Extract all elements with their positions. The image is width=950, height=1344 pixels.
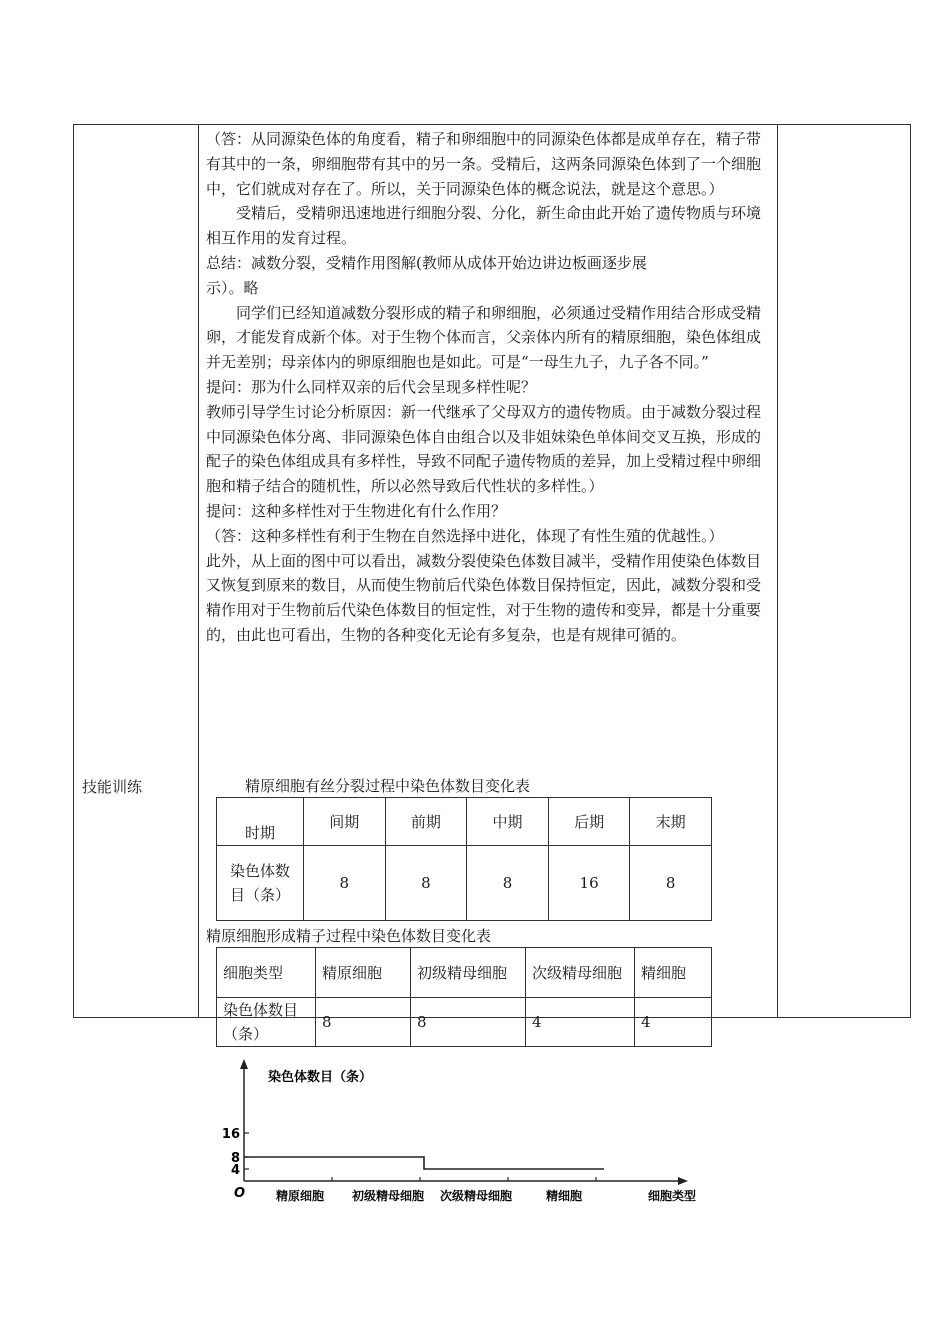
value-cell: 8: [316, 998, 411, 1047]
origin-label: O: [234, 1186, 246, 1201]
paragraph: 此外，从上面的图中可以看出，减数分裂使染色体数目减半，受精作用使染色体数目又恢复到原来的数目，从而使生物前后代染色体数目保持恒定，因此，减数分裂和受精作用对于生物前后代染色体数目的恒定性，对于生物的遗传和变异，都是十分重要的，由此也可看出，生物的各种变化无论有多复杂，也是有规律可循的。: [206, 551, 762, 644]
paragraph: （答：这种多样性有利于生物在自然选择中进化，体现了有性生殖的优越性。）: [206, 526, 724, 545]
paragraph: 提问：这种多样性对于生物进化有什么作用？: [206, 501, 507, 520]
header-cell: 初级精母细胞: [411, 948, 526, 998]
meiosis-table: [216, 947, 712, 1047]
row-label: 染色体数目（条）: [217, 846, 304, 921]
lesson-content: [206, 127, 772, 648]
table1-caption: 精原细胞有丝分裂过程中染色体数目变化表: [245, 777, 531, 795]
x-tick-label: 次级精母细胞: [439, 1189, 513, 1203]
x-tick-label: 精细胞: [545, 1189, 583, 1203]
header-cell: 精原细胞: [316, 948, 411, 998]
y-tick-label: 4: [230, 1163, 240, 1178]
value-cell: 16: [548, 846, 630, 921]
header-cell: 间期: [304, 798, 386, 846]
paragraph: 受精后，受精卵迅速地进行细胞分裂、分化，新生命由此开始了遗传物质与环境相互作用的发育过程。: [206, 204, 762, 248]
series-line: [244, 1157, 604, 1169]
header-cell: 细胞类型: [217, 948, 316, 998]
value-cell: 8: [630, 846, 712, 921]
paragraph: 示）。略: [206, 278, 259, 297]
x-axis-label: 细胞类型: [647, 1189, 697, 1203]
y-axis-label: 染色体数目（条）: [268, 1070, 373, 1085]
header-cell: 中期: [467, 798, 549, 846]
table2-caption: 精原细胞形成精子过程中染色体数目变化表: [206, 927, 492, 945]
x-tick-label: 初级精母细胞: [351, 1189, 425, 1203]
value-cell: 8: [467, 846, 549, 921]
column-divider: [777, 125, 778, 1017]
paragraph: （答：从同源染色体的角度看，精子和卵细胞中的同源染色体都是成单存在，精子带有其中的一条，卵细胞带有其中的另一条。受精后，这两条同源染色体到了一个细胞中，它们就成对存在了。所以，关于同源染色体的概念说法，就是这个意思。）: [206, 130, 762, 198]
chromosome-count-chart: [221, 1053, 716, 1209]
column-divider: [198, 125, 199, 1017]
header-cell: 前期: [385, 798, 467, 846]
paragraph: 教师引导学生讨论分析原因：新一代继承了父母双方的遗传物质。由于减数分裂过程中同源染色体分离、非同源染色体自由组合以及非姐妹染色单体间交叉互换，形成的配子的染色体组成具有多样性，导致不同配子遗传物质的差异，加上受精过程中卵细胞和精子结合的随机性，所以必然导致后代性状的多样性。）: [206, 402, 762, 496]
row-label: 染色体数目（条）: [217, 998, 316, 1047]
header-cell: 次级精母细胞: [526, 948, 635, 998]
header-cell: 后期: [548, 798, 630, 846]
header-cell: 末期: [630, 798, 712, 846]
paragraph: 同学们已经知道减数分裂形成的精子和卵细胞，必须通过受精作用结合形成受精卵，才能发育成新个体。对于生物个体而言，父亲体内所有的精原细胞，染色体组成并无差别；母亲体内的卵原细胞也是如此。可是“一母生九子，九子各不同。”: [206, 303, 762, 372]
value-cell: 4: [635, 998, 712, 1047]
x-axis-arrow: [678, 1177, 688, 1185]
value-cell: 4: [526, 998, 635, 1047]
y-axis-arrow: [240, 1059, 248, 1069]
value-cell: 8: [411, 998, 526, 1047]
section-label: 技能训练: [82, 778, 143, 796]
value-cell: 8: [385, 846, 467, 921]
value-cell: 8: [304, 846, 386, 921]
y-tick-label: 8: [230, 1151, 240, 1166]
paragraph: 提问：那为什么同样双亲的后代会呈现多样性呢？: [206, 377, 537, 396]
header-cell: 时期: [217, 798, 304, 846]
header-cell: 精细胞: [635, 948, 712, 998]
x-tick-label: 精原细胞: [275, 1189, 325, 1203]
mitosis-table: [216, 797, 712, 921]
paragraph: 总结：减数分裂，受精作用图解(教师从成体开始边讲边板画逐步展: [206, 253, 647, 272]
y-tick-label: 16: [221, 1127, 240, 1142]
